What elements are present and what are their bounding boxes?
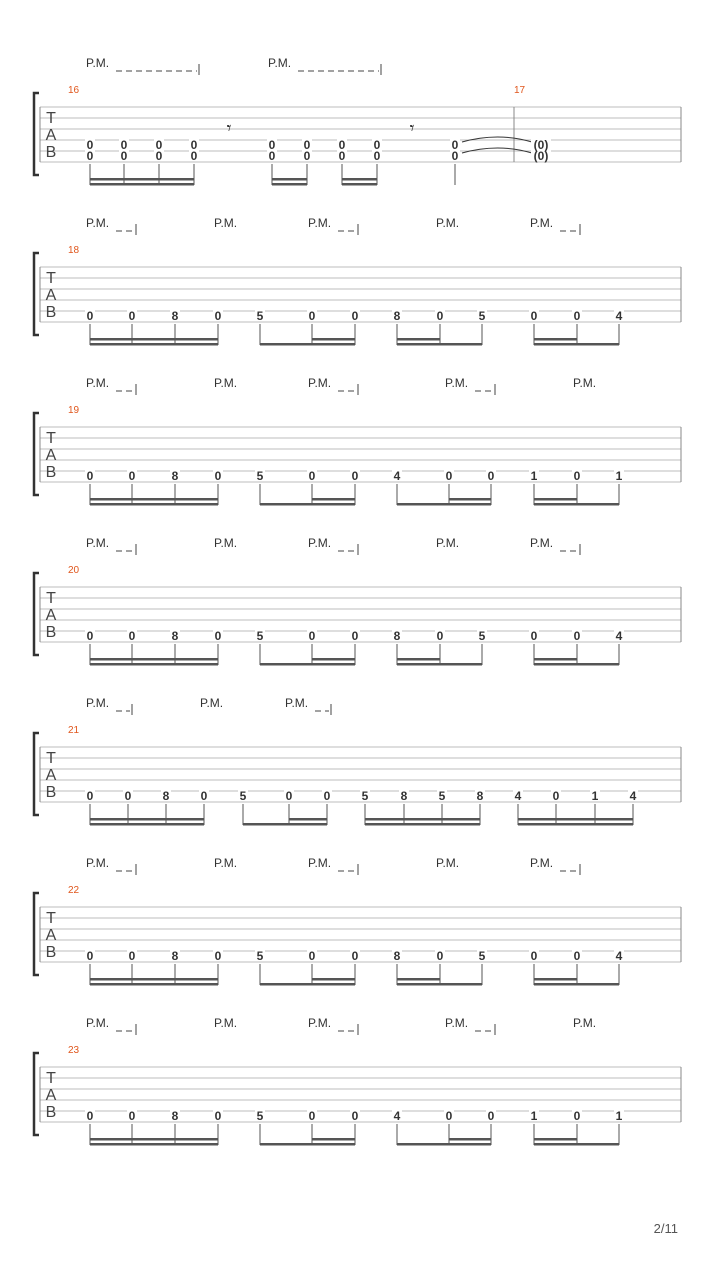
- fret-number: 0: [573, 949, 581, 963]
- fret-number: 0: [436, 949, 444, 963]
- tab-clef-b: B: [45, 944, 57, 961]
- beam-secondary: [312, 658, 355, 661]
- fret-number: 0: [487, 469, 495, 483]
- beam-secondary: [289, 818, 327, 821]
- fret-number: 0: [373, 138, 381, 152]
- fret-number: 0: [86, 469, 94, 483]
- fret-number: 5: [256, 309, 264, 323]
- fret-number: 0: [128, 309, 136, 323]
- palm-mute-label: P.M.: [573, 376, 597, 390]
- palm-mute-label: P.M.: [86, 56, 110, 70]
- palm-mute-label: P.M.: [308, 376, 332, 390]
- palm-mute-label: P.M.: [86, 536, 110, 550]
- beam-primary: [342, 183, 377, 186]
- fret-number: 0: [351, 629, 359, 643]
- fret-number: 8: [171, 1109, 179, 1123]
- beam-secondary: [90, 658, 218, 661]
- fret-number: 4: [629, 789, 637, 803]
- palm-mute-label: P.M.: [530, 536, 554, 550]
- beam-secondary: [534, 658, 577, 661]
- fret-number: 1: [530, 1109, 538, 1123]
- tied-fret-number: (0): [533, 149, 549, 163]
- system-bracket: [34, 93, 39, 175]
- tab-clef-b: B: [45, 144, 57, 161]
- fret-number: 0: [303, 149, 311, 163]
- beam-secondary: [90, 1138, 218, 1141]
- tab-clef-a: A: [45, 447, 57, 464]
- fret-number: 8: [171, 949, 179, 963]
- fret-number: 0: [124, 789, 132, 803]
- tab-clef-b: B: [45, 784, 57, 801]
- tab-clef-b: B: [45, 624, 57, 641]
- beam-primary: [260, 983, 355, 986]
- palm-mute-label: P.M.: [200, 696, 224, 710]
- beam-primary: [90, 343, 218, 346]
- palm-mute-label: P.M.: [436, 536, 460, 550]
- fret-number: 0: [530, 629, 538, 643]
- fret-number: 4: [393, 469, 401, 483]
- bar-number: 23: [68, 1045, 80, 1056]
- fret-number: 0: [445, 469, 453, 483]
- tab-clef-t: T: [46, 110, 56, 127]
- beam-primary: [260, 503, 355, 506]
- page-number: 2/11: [653, 1221, 678, 1236]
- beam-primary: [90, 183, 194, 186]
- fret-number: 5: [256, 1109, 264, 1123]
- beam-secondary: [449, 1138, 491, 1141]
- beam-primary: [243, 823, 327, 826]
- tab-clef-t: T: [46, 430, 56, 447]
- bar-number: 20: [68, 565, 80, 576]
- fret-number: 8: [393, 629, 401, 643]
- fret-number: 0: [573, 469, 581, 483]
- fret-number: 0: [436, 309, 444, 323]
- palm-mute-label: P.M.: [86, 856, 110, 870]
- fret-number: 4: [615, 309, 623, 323]
- beam-primary: [260, 343, 355, 346]
- palm-mute-label: P.M.: [214, 856, 238, 870]
- fret-number: 8: [400, 789, 408, 803]
- system-bracket: [34, 893, 39, 975]
- tab-clef-a: A: [45, 607, 57, 624]
- fret-number: 0: [445, 1109, 453, 1123]
- fret-number: 8: [393, 309, 401, 323]
- palm-mute-label: P.M.: [86, 696, 110, 710]
- palm-mute-label: P.M.: [436, 216, 460, 230]
- palm-mute-label: P.M.: [214, 216, 238, 230]
- eighth-rest: 𝄾: [409, 118, 415, 139]
- beam-secondary: [90, 818, 204, 821]
- fret-number: 8: [171, 309, 179, 323]
- fret-number: 0: [308, 309, 316, 323]
- beam-secondary: [90, 498, 218, 501]
- system-bracket: [34, 413, 39, 495]
- fret-number: 5: [438, 789, 446, 803]
- fret-number: 1: [615, 469, 623, 483]
- palm-mute-label: P.M.: [445, 1016, 469, 1030]
- tab-clef-t: T: [46, 590, 56, 607]
- beam-secondary: [518, 818, 633, 821]
- fret-number: 0: [86, 789, 94, 803]
- fret-number: 0: [128, 949, 136, 963]
- beam-secondary: [90, 338, 218, 341]
- fret-number: 0: [155, 138, 163, 152]
- tab-clef-t: T: [46, 1070, 56, 1087]
- fret-number: 0: [552, 789, 560, 803]
- beam-primary: [534, 1143, 619, 1146]
- beam-primary: [534, 343, 619, 346]
- fret-number: 0: [214, 1109, 222, 1123]
- beam-secondary: [272, 178, 307, 181]
- bar-number: 17: [514, 85, 526, 96]
- bar-number: 19: [68, 405, 80, 416]
- fret-number: 5: [478, 949, 486, 963]
- fret-number: 0: [530, 309, 538, 323]
- fret-number: 0: [338, 138, 346, 152]
- tab-clef-a: A: [45, 287, 57, 304]
- beam-primary: [397, 983, 482, 986]
- fret-number: 0: [308, 629, 316, 643]
- fret-number: 0: [303, 138, 311, 152]
- fret-number: 0: [436, 629, 444, 643]
- beam-primary: [365, 823, 480, 826]
- tab-clef-a: A: [45, 127, 57, 144]
- fret-number: 0: [268, 138, 276, 152]
- fret-number: 0: [120, 138, 128, 152]
- fret-number: 0: [308, 469, 316, 483]
- fret-number: 0: [86, 949, 94, 963]
- fret-number: 0: [190, 138, 198, 152]
- fret-number: 0: [338, 149, 346, 163]
- palm-mute-label: P.M.: [214, 376, 238, 390]
- palm-mute-label: P.M.: [308, 536, 332, 550]
- fret-number: 1: [591, 789, 599, 803]
- palm-mute-label: P.M.: [214, 536, 238, 550]
- fret-number: 0: [128, 629, 136, 643]
- tab-clef-b: B: [45, 304, 57, 321]
- beam-primary: [397, 503, 491, 506]
- system-bracket: [34, 1053, 39, 1135]
- palm-mute-label: P.M.: [308, 856, 332, 870]
- fret-number: 0: [351, 1109, 359, 1123]
- beam-secondary: [397, 338, 440, 341]
- palm-mute-label: P.M.: [268, 56, 292, 70]
- tab-clef-t: T: [46, 270, 56, 287]
- beam-primary: [90, 1143, 218, 1146]
- tab-clef-b: B: [45, 464, 57, 481]
- bar-number: 18: [68, 245, 80, 256]
- palm-mute-label: P.M.: [530, 856, 554, 870]
- fret-number: 1: [615, 1109, 623, 1123]
- fret-number: 8: [476, 789, 484, 803]
- bar-number: 21: [68, 725, 80, 736]
- beam-secondary: [342, 178, 377, 181]
- bar-number: 22: [68, 885, 80, 896]
- palm-mute-label: P.M.: [86, 1016, 110, 1030]
- beam-secondary: [312, 1138, 355, 1141]
- beam-primary: [90, 663, 218, 666]
- beam-primary: [397, 663, 482, 666]
- fret-number: 8: [171, 469, 179, 483]
- bar-number: 16: [68, 85, 80, 96]
- beam-secondary: [90, 178, 194, 181]
- palm-mute-label: P.M.: [285, 696, 309, 710]
- fret-number: 0: [573, 309, 581, 323]
- fret-number: 0: [487, 1109, 495, 1123]
- fret-number: 0: [308, 949, 316, 963]
- beam-secondary: [397, 658, 440, 661]
- beam-secondary: [90, 978, 218, 981]
- fret-number: 0: [120, 149, 128, 163]
- beam-primary: [534, 503, 619, 506]
- beam-primary: [397, 343, 482, 346]
- tab-clef-a: A: [45, 1087, 57, 1104]
- palm-mute-label: P.M.: [86, 216, 110, 230]
- fret-number: 0: [214, 309, 222, 323]
- fret-number: 0: [86, 629, 94, 643]
- palm-mute-label: P.M.: [530, 216, 554, 230]
- palm-mute-label: P.M.: [445, 376, 469, 390]
- fret-number: 5: [239, 789, 247, 803]
- fret-number: 0: [573, 1109, 581, 1123]
- tab-clef-t: T: [46, 910, 56, 927]
- fret-number: 5: [256, 629, 264, 643]
- fret-number: 0: [351, 309, 359, 323]
- system-bracket: [34, 253, 39, 335]
- fret-number: 8: [393, 949, 401, 963]
- fret-number: 0: [86, 1109, 94, 1123]
- fret-number: 0: [451, 149, 459, 163]
- palm-mute-label: P.M.: [308, 1016, 332, 1030]
- palm-mute-label: P.M.: [436, 856, 460, 870]
- beam-primary: [534, 983, 619, 986]
- beam-primary: [90, 823, 204, 826]
- tied-fret-number: (0): [533, 138, 549, 152]
- fret-number: 0: [86, 149, 94, 163]
- beam-secondary: [534, 498, 577, 501]
- fret-number: 0: [268, 149, 276, 163]
- beam-primary: [272, 183, 307, 186]
- fret-number: 0: [190, 149, 198, 163]
- fret-number: 0: [214, 949, 222, 963]
- fret-number: 5: [478, 309, 486, 323]
- fret-number: 8: [162, 789, 170, 803]
- fret-number: 0: [214, 469, 222, 483]
- beam-secondary: [365, 818, 480, 821]
- fret-number: 8: [171, 629, 179, 643]
- beam-primary: [397, 1143, 491, 1146]
- fret-number: 0: [451, 138, 459, 152]
- beam-primary: [260, 663, 355, 666]
- system-bracket: [34, 573, 39, 655]
- palm-mute-label: P.M.: [573, 1016, 597, 1030]
- fret-number: 0: [200, 789, 208, 803]
- eighth-rest: 𝄾: [226, 118, 232, 139]
- fret-number: 5: [478, 629, 486, 643]
- system-bracket: [34, 733, 39, 815]
- fret-number: 0: [285, 789, 293, 803]
- fret-number: 0: [323, 789, 331, 803]
- fret-number: 0: [86, 309, 94, 323]
- beam-primary: [90, 503, 218, 506]
- fret-number: 0: [308, 1109, 316, 1123]
- fret-number: 0: [351, 949, 359, 963]
- beam-secondary: [534, 338, 577, 341]
- fret-number: 0: [86, 138, 94, 152]
- palm-mute-label: P.M.: [308, 216, 332, 230]
- fret-number: 0: [373, 149, 381, 163]
- beam-secondary: [312, 978, 355, 981]
- tab-clef-a: A: [45, 927, 57, 944]
- fret-number: 0: [573, 629, 581, 643]
- beam-secondary: [534, 978, 577, 981]
- fret-number: 5: [256, 469, 264, 483]
- fret-number: 0: [155, 149, 163, 163]
- beam-secondary: [312, 338, 355, 341]
- fret-number: 0: [128, 1109, 136, 1123]
- palm-mute-label: P.M.: [214, 1016, 238, 1030]
- fret-number: 0: [530, 949, 538, 963]
- fret-number: 0: [128, 469, 136, 483]
- beam-primary: [518, 823, 633, 826]
- fret-number: 4: [393, 1109, 401, 1123]
- fret-number: 5: [256, 949, 264, 963]
- beam-secondary: [449, 498, 491, 501]
- tab-clef-t: T: [46, 750, 56, 767]
- fret-number: 4: [615, 949, 623, 963]
- beam-primary: [534, 663, 619, 666]
- fret-number: 4: [514, 789, 522, 803]
- beam-secondary: [397, 978, 440, 981]
- beam-secondary: [534, 1138, 577, 1141]
- fret-number: 1: [530, 469, 538, 483]
- fret-number: 0: [214, 629, 222, 643]
- beam-primary: [260, 1143, 355, 1146]
- beam-primary: [90, 983, 218, 986]
- fret-number: 5: [361, 789, 369, 803]
- tab-clef-b: B: [45, 1104, 57, 1121]
- beam-secondary: [312, 498, 355, 501]
- palm-mute-label: P.M.: [86, 376, 110, 390]
- fret-number: 4: [615, 629, 623, 643]
- fret-number: 0: [351, 469, 359, 483]
- tab-clef-a: A: [45, 767, 57, 784]
